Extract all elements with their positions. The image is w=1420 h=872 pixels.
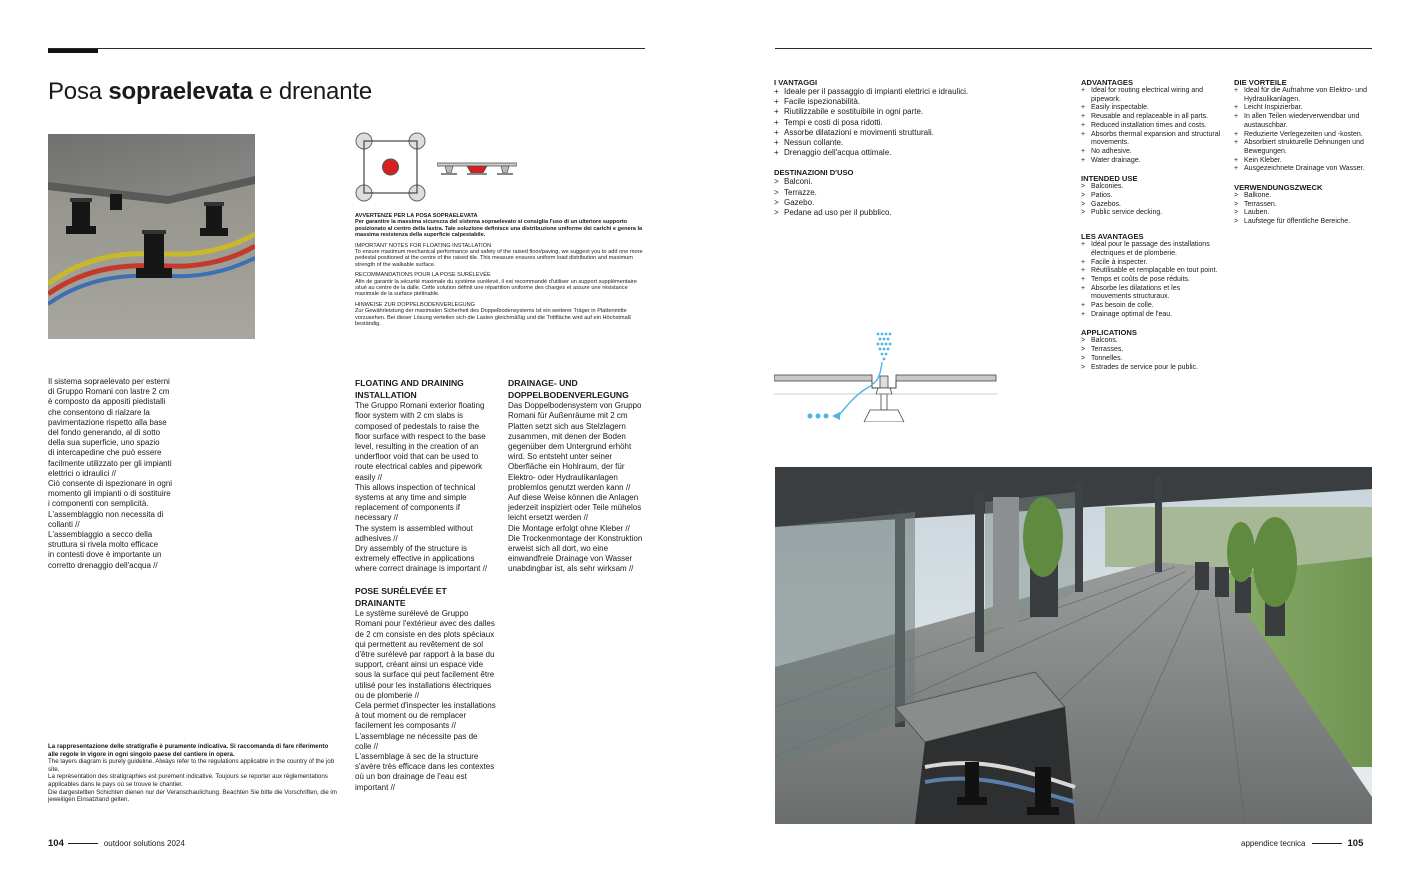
footer-right — [1241, 838, 1363, 849]
list-item-text: Leicht Inspizierbar. — [1244, 104, 1303, 112]
plus-marker: + — [1234, 113, 1239, 121]
list-item-text: Ideal for routing electrical wiring and pipework. — [1091, 87, 1204, 103]
text-line: où un bon drainage de l'eau est — [355, 772, 467, 782]
text-line: gegenüber dem Untergrund erhöht — [508, 442, 632, 451]
page-number-left: 104 — [48, 838, 64, 849]
list-item-text: Nessun collante. — [784, 138, 844, 148]
text-line: problemlos genutzt werden kann // — [508, 482, 631, 492]
arrow-marker: > — [774, 187, 779, 197]
text-line: Dry assembly of the structure is — [355, 544, 468, 554]
list-item — [1081, 104, 1221, 113]
list-item — [774, 188, 1014, 198]
text-line: necessary // — [355, 513, 399, 523]
footer-left — [48, 838, 185, 849]
text-line: jederzeit inspiziert oder Teile mühelos — [508, 503, 642, 513]
list-item — [774, 118, 1014, 128]
list-item-text: Reusable and replaceable in all parts. — [1091, 113, 1209, 121]
arrow-marker: > — [1081, 354, 1086, 362]
arrow-marker: > — [1234, 192, 1239, 200]
layers-disclaimer: La rappresentazione delle stratigrafie è puramente indicativa. Si raccomanda di fare riferimento alle regole in vigore in ogni singolo paese del cantiere in opera. The layers diagram is purely guideline. Always refer to the regulations applicable in the country of the job site. La représentation des stratigraphies est purement indicative. Toujours se reporter aux réglementations applicables dans le pays où se trouve le chantier. Die dargestellten Schichten dienen nur der Veranschaulichung. Beachten Sie bitte die Vorschriften, die im jeweiligen Einsatzland gelten. — [48, 743, 337, 804]
plus-marker: + — [1234, 130, 1239, 138]
list-item-text: Easily inspectable. — [1091, 104, 1149, 112]
text-line: zusammen, mit denen der Boden — [508, 431, 626, 441]
italian-advantages: I VANTAGGI + Ideale per il passaggio di impianti elettrici e idraulici. + Facile ispezionabilità. + Riutilizzabile e sostituibile in ogni parte. + Tempi e costi di posa ridotti. + Assorbe dilatazioni e movimenti strutturali. + Nessun collante. + Drenaggio dell'acqua ottimale. DESTINAZIONI D'USO > Balconi. > Terrazze. > Gazebo. > Pedane ad uso per il pubblico. — [774, 78, 1014, 218]
list-item-text: Gazebos. — [1091, 200, 1121, 208]
plus-marker: + — [774, 138, 779, 148]
text-line: level, resulting in the creation of an — [355, 442, 479, 451]
plus-marker: + — [774, 117, 779, 127]
header-rule-left — [48, 48, 645, 49]
arrow-marker: > — [1081, 209, 1086, 217]
italian-body-text — [48, 377, 188, 571]
text-line: Ciò consente di ispezionare in ogni — [48, 479, 173, 489]
text-line: ou de plomberie // — [355, 690, 420, 700]
text-line: elettrici o idraulici // — [48, 468, 117, 478]
text-line: floor surface with respect to the base — [355, 431, 486, 441]
list-item — [1234, 104, 1374, 113]
text-line: Auf diese Weise können die Anlagen — [508, 493, 639, 503]
text-line: support, créant ainsi un espace vide — [355, 660, 484, 670]
list-item — [774, 87, 1014, 97]
plus-marker: + — [1081, 267, 1086, 275]
arrow-marker: > — [774, 177, 779, 187]
plus-marker: + — [1081, 275, 1086, 283]
text-line: facilmente utilizzato per gli impianti — [48, 458, 172, 468]
list-item — [1081, 183, 1221, 192]
list-item-text: Absorbe les dilatations et les mouvements structuraux. — [1091, 284, 1181, 301]
list-item-text: Public service decking. — [1091, 209, 1163, 217]
plus-marker: + — [774, 127, 779, 137]
list-item-text: Tonnelles. — [1091, 354, 1123, 362]
text-line: del fondo generando, al di sotto — [48, 428, 161, 438]
plus-marker: + — [1234, 165, 1239, 173]
list-item — [1234, 131, 1374, 140]
arrow-marker: > — [1081, 200, 1086, 208]
text-line: è composto da appositi piedistalli — [48, 397, 166, 407]
list-item — [1081, 311, 1221, 320]
text-line: This allows inspection of technical — [355, 482, 476, 492]
list-item-text: Balconies. — [1091, 183, 1124, 191]
list-item — [1081, 276, 1221, 285]
text-line: qui permettent au revêtement de sol — [355, 639, 484, 649]
text-line: d'être surélevé par rapport à la base du — [355, 650, 495, 659]
plus-marker: + — [1081, 258, 1086, 266]
list-item — [1234, 87, 1374, 104]
list-item — [1081, 285, 1221, 302]
arrow-marker: > — [1234, 200, 1239, 208]
text-line: L'assemblaggio non necessita di — [48, 509, 164, 519]
text-line: replacement of components if — [355, 503, 460, 513]
list-item-text: Reduzierte Verlegezeiten und -kosten. — [1244, 130, 1363, 138]
list-item-text: Gazebo. — [784, 197, 815, 207]
list-item — [1081, 346, 1221, 355]
text-line: adhesives // — [355, 533, 398, 543]
text-line: erweist sich all dort, wo eine — [508, 544, 609, 554]
list-item-text: Kein Kleber. — [1244, 156, 1282, 164]
list-item — [774, 177, 1014, 187]
list-item — [1081, 302, 1221, 311]
drainage-section-diagram — [774, 330, 998, 422]
english-section — [355, 378, 495, 575]
list-item — [774, 148, 1014, 158]
text-line: facilement les composants // — [355, 721, 456, 731]
plus-marker: + — [1081, 147, 1086, 155]
list-item-text: Ideale per il passaggio di impianti elettrici e idraulici. — [784, 87, 969, 96]
list-item — [1081, 131, 1221, 148]
text-line: Romani pour l'extérieur avec des dalles — [355, 619, 495, 629]
text-line: Le système surélevé de Gruppo — [355, 609, 469, 619]
footer-rule-left — [68, 843, 98, 844]
header-rule-right — [775, 48, 1372, 49]
plus-marker: + — [1081, 302, 1086, 310]
list-item-text: Reduced installation times and costs. — [1091, 121, 1207, 129]
text-line: utilisé pour les installations électriques — [355, 680, 492, 690]
plus-marker: + — [1081, 241, 1086, 249]
list-item-text: Drenaggio dell'acqua ottimale. — [784, 148, 892, 158]
text-line: leicht ersetzt werden // — [508, 513, 589, 523]
list-item — [1081, 122, 1221, 131]
list-item — [774, 97, 1014, 107]
footer-label-left: outdoor solutions 2024 — [103, 839, 185, 848]
plus-marker: + — [774, 107, 779, 117]
plus-marker: + — [774, 148, 779, 158]
text-line: i componenti con semplicità. — [48, 499, 149, 509]
list-item — [1081, 355, 1221, 364]
text-line: The system is assembled without — [355, 523, 473, 533]
pedestal-section-diagram — [437, 159, 517, 177]
list-item-text: Assorbe dilatazioni e movimenti strutturali. — [784, 127, 934, 137]
french-heading: POSE SURÉLEVÉE ET DRAINANTE — [355, 586, 447, 608]
plus-marker: + — [1081, 130, 1086, 138]
text-line: Romani für Außenräume mit 2 cm — [508, 411, 628, 421]
text-line: composed of pedestals to raise the — [355, 421, 480, 431]
list-item — [774, 138, 1014, 148]
text-line: Oberfläche ein Hohlraum, der für — [508, 462, 625, 472]
list-item-text: Water drainage. — [1091, 156, 1141, 164]
list-item — [1081, 259, 1221, 268]
plus-marker: + — [1081, 113, 1086, 121]
text-line: che consentono di rialzare la — [48, 407, 150, 417]
plus-marker: + — [1081, 104, 1086, 112]
text-line: Die Montage erfolgt ohne Kleber // — [508, 523, 630, 533]
text-line: colle // — [355, 741, 379, 751]
pedestal-photo — [48, 134, 255, 339]
text-line: extremely effective in applications — [355, 554, 475, 564]
list-item-text: Balconi. — [784, 177, 813, 187]
list-item — [1081, 241, 1221, 258]
list-item — [774, 208, 1014, 218]
text-line: à tout moment ou de remplacer — [355, 711, 467, 721]
plus-marker: + — [1234, 139, 1239, 147]
footer-label-right: appendice tecnica — [1241, 839, 1306, 848]
list-item-text: Lauben. — [1244, 209, 1270, 217]
plus-marker: + — [1081, 310, 1086, 318]
list-item-text: Estrades de service pour le public. — [1091, 363, 1198, 371]
text-line: momento gli impianti o di sostituire — [48, 489, 171, 499]
english-heading: FLOATING AND DRAINING INSTALLATION — [355, 378, 464, 400]
plus-marker: + — [1234, 87, 1239, 94]
list-item — [1234, 157, 1374, 166]
list-item — [1081, 87, 1221, 104]
text-line: L'assemblage ne nécessite pas de — [355, 731, 478, 741]
french-body-text — [355, 609, 497, 793]
page-number-right: 105 — [1347, 838, 1364, 849]
list-item — [1234, 192, 1374, 201]
list-item-text: Tempi e costi di posa ridotti. — [784, 117, 883, 127]
list-item-text: Terrazze. — [784, 187, 817, 197]
list-item — [1081, 209, 1221, 218]
page-title: Posa sopraelevata e drenante — [48, 78, 372, 105]
text-line: route electrical cables and pipework — [355, 462, 483, 472]
list-item-text: Riutilizzabile e sostituibile in ogni parte. — [784, 107, 924, 117]
text-line: einwandfreie Drainage von Wasser — [508, 554, 633, 564]
text-line: important // — [355, 782, 396, 792]
list-item — [1234, 209, 1374, 218]
plus-marker: + — [1081, 156, 1086, 164]
list-item-text: Ideal für die Aufnahme von Elektro- und Hydraulikanlagen. — [1244, 87, 1367, 103]
list-item-text: Réutilisable et remplaçable en tout point. — [1091, 267, 1218, 275]
plus-marker: + — [1081, 121, 1086, 129]
arrow-marker: > — [774, 208, 779, 218]
list-item-text: Patios. — [1091, 192, 1113, 200]
text-line: L'assemblage à sec de la structure — [355, 752, 479, 762]
pedestal-layout-diagram — [352, 131, 430, 203]
terrace-photo — [775, 467, 1372, 824]
list-item — [774, 107, 1014, 117]
footer-rule-right — [1312, 843, 1342, 844]
text-line: corretto drenaggio dell'acqua // — [48, 560, 158, 570]
list-item — [1234, 113, 1374, 130]
text-line: underfloor void that can be used to — [355, 452, 479, 462]
list-item — [1234, 139, 1374, 156]
list-item — [1081, 157, 1221, 166]
text-line: unabdingbar ist, als sehr wirksam // — [508, 564, 634, 574]
text-line: sous la surface qui peut facilement être — [355, 670, 495, 680]
list-item-text: Pedane ad uso per il pubblico. — [784, 208, 892, 218]
arrow-marker: > — [1234, 218, 1239, 226]
text-line: Il sistema sopraelevato per esterni — [48, 377, 170, 386]
plus-marker: + — [1234, 104, 1239, 112]
text-line: The Gruppo Romani exterior floating — [355, 401, 485, 411]
list-item-text: Pas besoin de colle. — [1091, 302, 1154, 310]
text-line: Platten setzt sich aus Stelzlagern — [508, 421, 626, 431]
german-advantages: DIE VORTEILE + Ideal für die Aufnahme von Elektro- und Hydraulikanlagen. + Leicht Inspizierbar. + In allen Teilen wiederverwendbar und austauschbar. + Reduzierte Verlegezeiten und -kosten. + Absorbiert strukturelle Dehnungen und Bewegungen. + Kein Kleber. + Ausgezeichnete Drainage von Wasser. VERWENDUNGSZWECK > Balkone. > Terrassen. > Lauben. > Laufstege für öffentliche Bereiche. — [1234, 78, 1374, 227]
list-item-text: Temps et coûts de pose réduits. — [1091, 275, 1190, 283]
text-line: collanti // — [48, 519, 80, 529]
list-item-text: Absorbs thermal expansion and structural movements. — [1091, 130, 1221, 147]
list-item — [774, 198, 1014, 208]
plus-marker: + — [774, 87, 779, 96]
list-item-text: In allen Teilen wiederverwendbar und austauschbar. — [1244, 113, 1360, 129]
list-item-text: Balkone. — [1244, 192, 1272, 200]
list-item-text: Terrassen. — [1244, 200, 1277, 208]
list-item-text: Facile à inspecter. — [1091, 258, 1148, 266]
list-item — [1234, 165, 1374, 174]
text-line: in contesti dove è importante un — [48, 550, 162, 560]
text-line: struttura si rivela molto efficace — [48, 540, 159, 550]
list-item — [1081, 148, 1221, 157]
text-line: di Gruppo Romani con lastre 2 cm — [48, 387, 170, 397]
list-item-text: Facile ispezionabilità. — [784, 97, 861, 107]
text-line: Die Trockenmontage der Konstruktion — [508, 533, 643, 543]
text-line: Das Doppelbodensystem von Gruppo — [508, 401, 642, 411]
plus-marker: + — [1081, 87, 1086, 94]
text-line: Elektro- oder Hydraulikanlagen — [508, 472, 618, 482]
text-line: easily // — [355, 472, 383, 482]
text-line: della sua superficie, uno spazio — [48, 438, 160, 448]
plus-marker: + — [1234, 156, 1239, 164]
arrow-marker: > — [1081, 363, 1086, 371]
list-item — [1081, 364, 1221, 373]
arrow-marker: > — [1081, 337, 1086, 345]
list-item-text: Ausgezeichnete Drainage von Wasser. — [1244, 165, 1365, 173]
text-line: pavimentazione rispetto alla base — [48, 417, 167, 427]
text-line: L'assemblaggio a secco della — [48, 530, 153, 540]
list-item-text: Drainage optimal de l'eau. — [1091, 310, 1173, 318]
list-item — [774, 128, 1014, 138]
list-item-text: Terrasses. — [1091, 346, 1124, 354]
list-item-text: Absorbiert strukturelle Dehnungen und Bewegungen. — [1244, 139, 1364, 155]
list-item — [1081, 337, 1221, 346]
french-section — [355, 586, 497, 793]
text-line: wird. So entsteht unter seiner — [508, 452, 613, 462]
list-item-text: Laufstege für öffentliche Bereiche. — [1244, 218, 1351, 226]
arrow-marker: > — [1081, 192, 1086, 200]
text-line: de 2 cm consiste en des plots spéciaux — [355, 629, 495, 639]
english-advantages: ADVANTAGES + Ideal for routing electrical wiring and pipework. + Easily inspectable. + Reusable and replaceable in all parts. + Reduced installation times and costs. + Absorbs thermal expansion and structural movements. + No adhesive. + Water drainage. INTENDED USE > Balconies. > Patios. > Gazebos. > Public service decking. LES AVANTAGES + Idéal pour le passage des installations électriques et de plomberie. + Facile à inspecter. + Réutilisable et remplaçable en tout point. + Temps et coûts de pose réduits. + Absorbe les dilatations et les mouvements structuraux. + Pas besoin de colle. + Drainage optimal de l'eau. APPLICATIONS > Balcons. > Terrasses. > Tonnelles. > Estrades de service pour le public. — [1081, 78, 1221, 371]
list-item-text: Balcons. — [1091, 337, 1118, 345]
arrow-marker: > — [774, 197, 779, 207]
text-line: floor system with 2 cm slabs is — [355, 411, 464, 421]
arrow-marker: > — [1081, 346, 1086, 354]
list-item — [1081, 192, 1221, 201]
list-item — [1234, 218, 1374, 227]
arrow-marker: > — [1234, 209, 1239, 217]
plus-marker: + — [774, 97, 779, 107]
english-body-text — [355, 401, 495, 574]
text-line: di intercapedine che può essere — [48, 448, 162, 458]
arrow-marker: > — [1081, 183, 1086, 191]
text-line: where correct drainage is important // — [355, 564, 488, 574]
text-line: Cela permet d'inspecter les installations — [355, 701, 496, 711]
german-section — [508, 378, 650, 575]
list-item — [1234, 201, 1374, 210]
plus-marker: + — [1081, 284, 1086, 292]
list-item-text: Idéal pour le passage des installations électriques et de plomberie. — [1091, 241, 1210, 257]
german-body-text — [508, 401, 650, 574]
list-item — [1081, 267, 1221, 276]
installation-warnings: AVVERTENZE PER LA POSA SOPRAELEVATA Per garantire la massima sicurezza del sistema sopraelevato si consiglia l'uso di un ulteriore supporto posizionato al centro della lastra. Tale soluzione definisce una distribuzione uniforme dei carichi e genera la massima resistenza della superficie calpestabile. IMPORTANT NOTES FOR FLOATING INSTALLATION To ensure maximum mechanical performance and safety of the raised floor/paving, we suggest you to add one more pedestal positioned at the centre of the raised tile. This measure ensures uniform load distribution and maximum strength of the walkable surface. RECOMMANDATIONS POUR LA POSE SURÉLEVÉE Afin de garantir la sécurité maximale du système surélevé, il est recommandé d'utiliser un support supplémentaire situé au centre de la dalle. Cette solution définit une répartition uniforme des charges et assure une résistance maximale de la surface piétinable. HINWEISE ZUR DOPPELBODENVERLEGUNG Zur Gewährleistung der maximalen Sicherheit des Doppelbodensystems ist ein weiterer Träger in Plattenmitte vorzusehen. Bei dieser Lösung verteilen sich die Lasten gleichmäßig und die Trittfläche wird auf ein Höchstmaß beständig. — [355, 213, 643, 328]
text-line: s'avère très efficace dans les contextes — [355, 762, 495, 772]
list-item-text: No adhesive. — [1091, 147, 1132, 155]
list-item — [1081, 201, 1221, 210]
text-line: systems at any time and simple — [355, 493, 467, 503]
german-heading: DRAINAGE- UND DOPPELBODENVERLEGUNG — [508, 378, 629, 400]
list-item — [1081, 113, 1221, 122]
